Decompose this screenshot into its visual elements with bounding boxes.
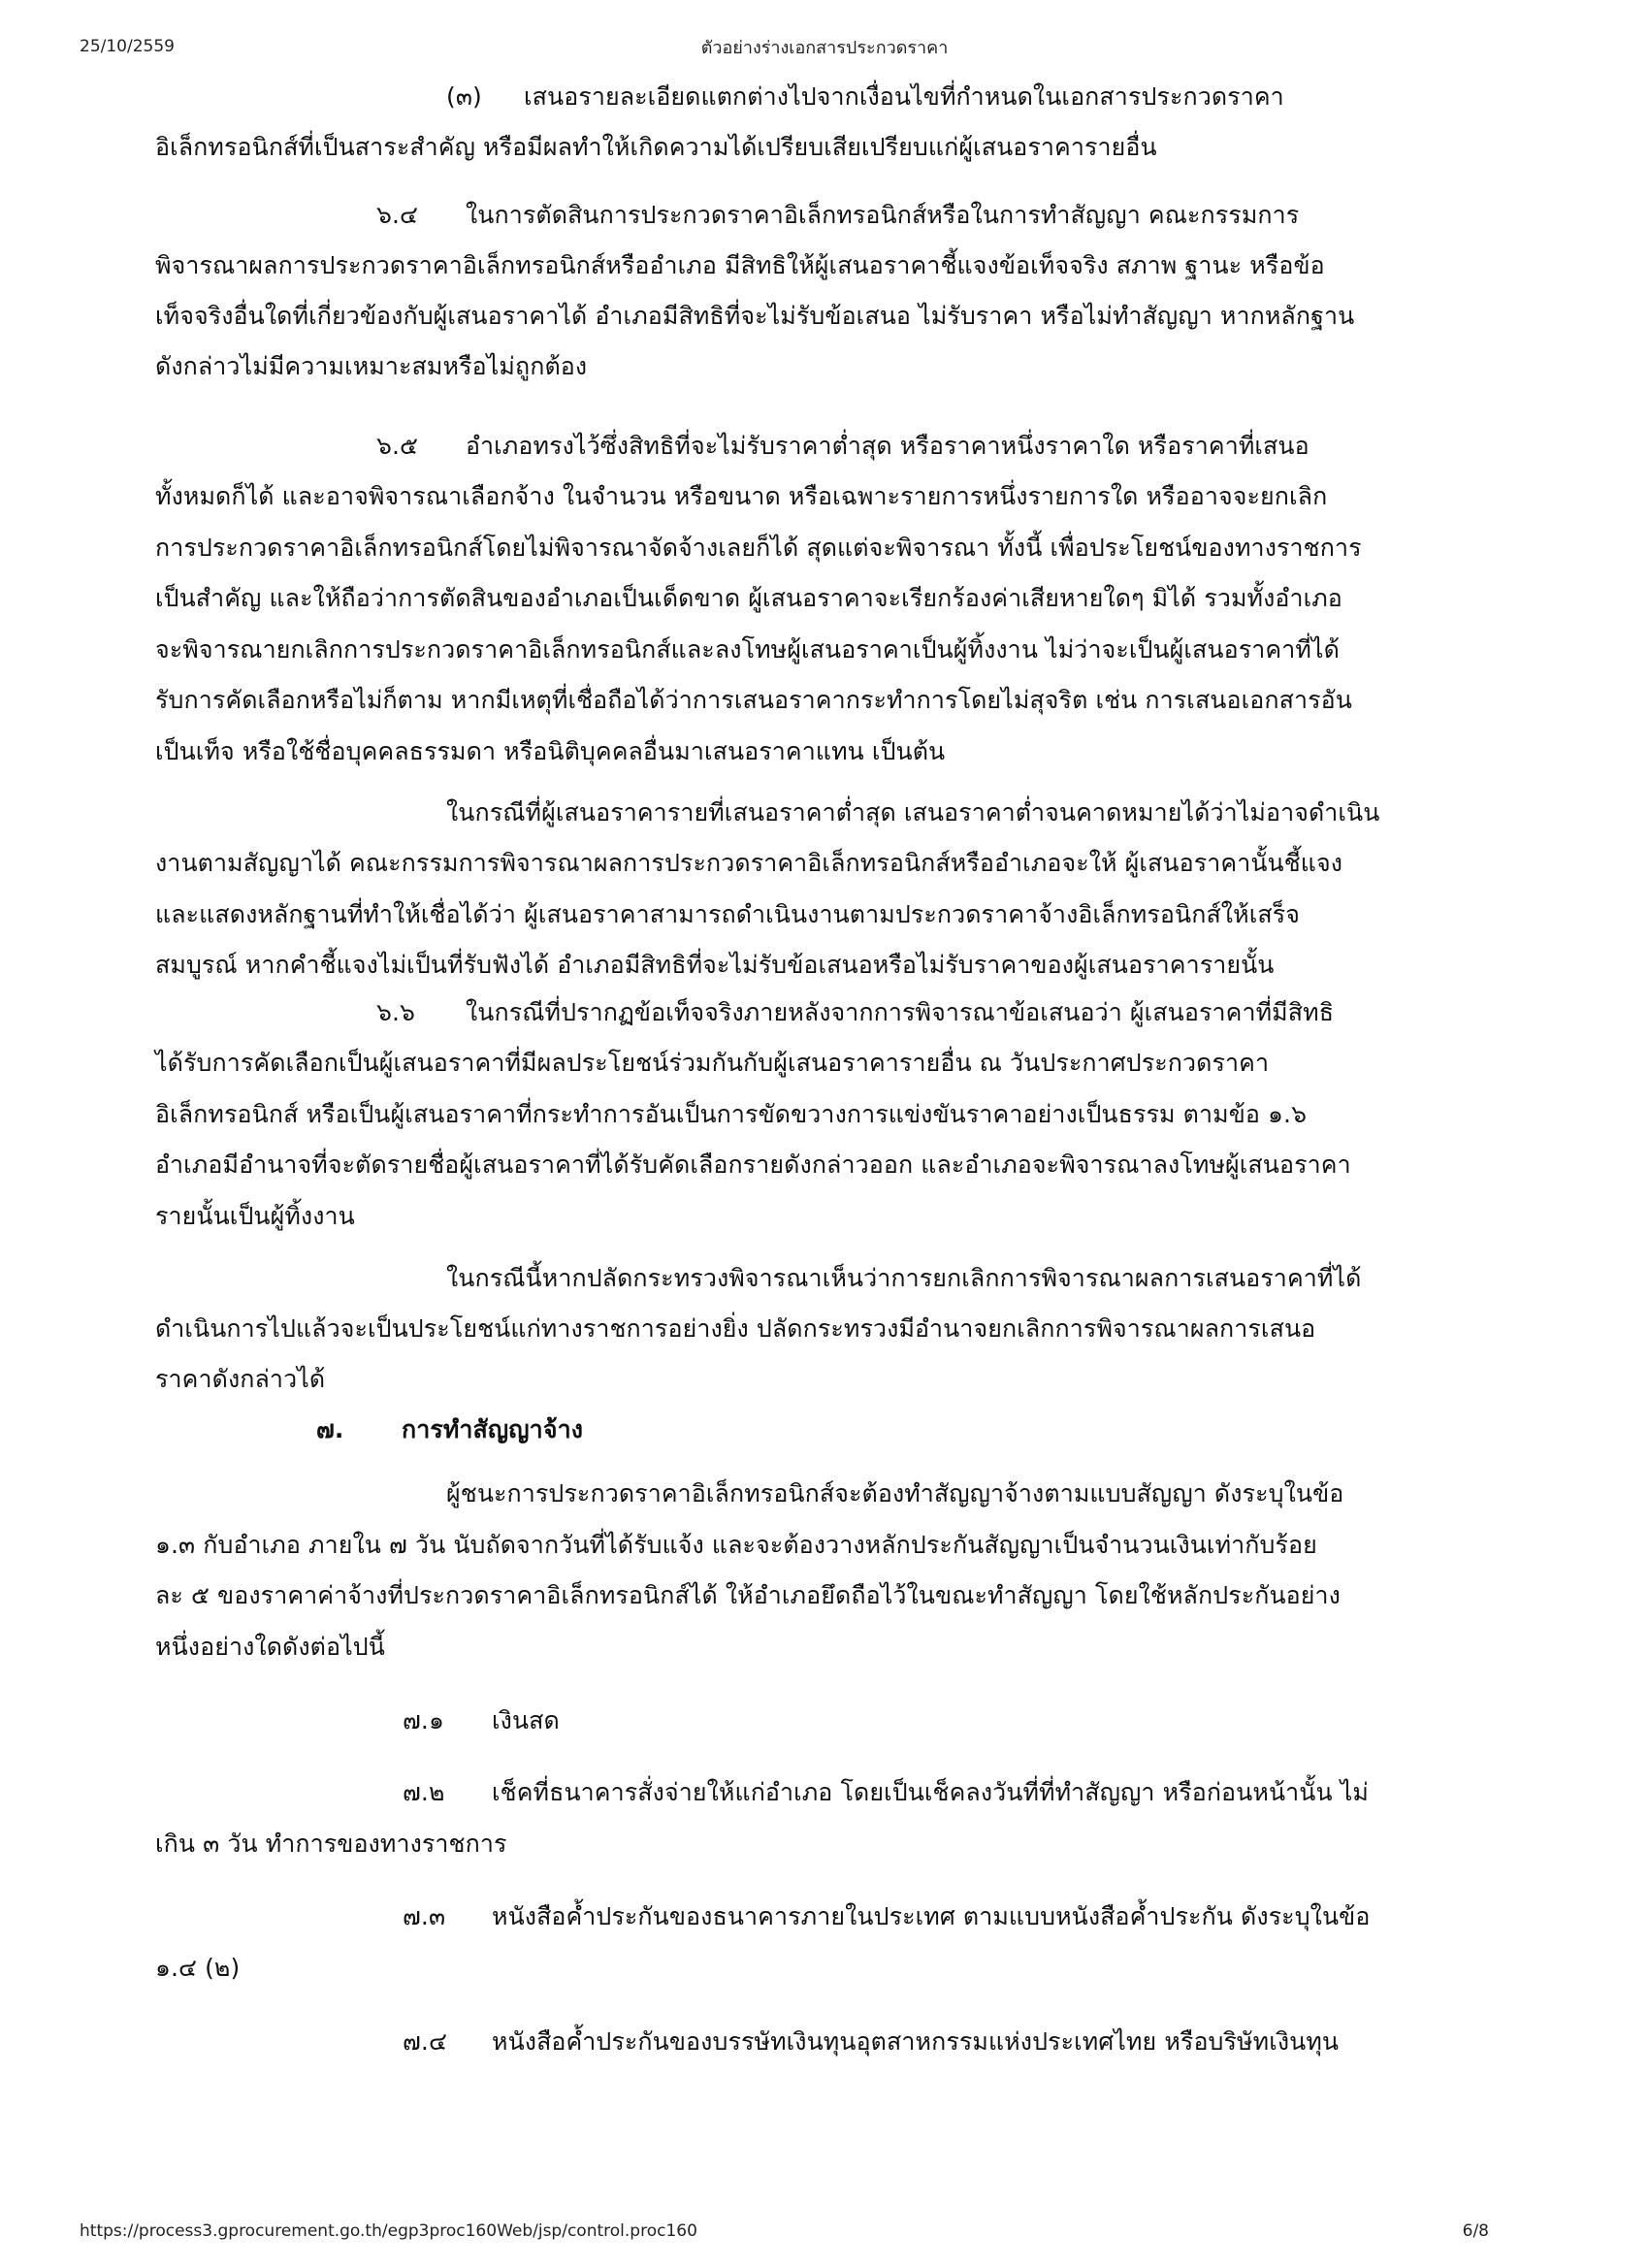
- line-text: หนังสือค้ำประกันของบรรษัทเงินทุนอุตสาหกรรมแห่งประเทศไทย หรือบริษัทเงินทุน: [492, 2027, 1340, 2056]
- item-number: (๓): [446, 82, 482, 111]
- paragraph-line: และแสดงหลักฐานที่ทำให้เชื่อได้ว่า ผู้เสนอราคาสามารถดำเนินงานตามประกวดราคาจ้างอิเล็กทรอนิกส์ให้เสร็จ: [155, 900, 1300, 928]
- paragraph-line: หนึ่งอย่างใดดังต่อไปนี้: [155, 1633, 385, 1661]
- paragraph-line: ราคาดังกล่าวได้: [155, 1365, 326, 1393]
- paragraph-line: งานตามสัญญาได้ คณะกรรมการพิจารณาผลการประกวดราคาอิเล็กทรอนิกส์หรืออำเภอจะให้ ผู้เสนอราคานั้นชี้แจง: [155, 849, 1343, 877]
- paragraph-line: อิเล็กทรอนิกส์ หรือเป็นผู้เสนอราคาที่กระทำการอันเป็นการขัดขวางการแข่งขันราคาอย่างเป็นธรรม ตามข้อ ๑.๖: [155, 1100, 1308, 1128]
- clause-number: ๗.๒: [403, 1778, 445, 1806]
- header-date: 25/10/2559: [80, 37, 175, 56]
- paragraph-line: [403, 2025, 1649, 2063]
- paragraph-line: อำเภอมีอำนาจที่จะตัดรายชื่อผู้เสนอราคาที่ได้รับคัดเลือกรายดังกล่าวออก และอำเภอจะพิจารณาลงโทษผู้เสนอราคา: [155, 1150, 1351, 1179]
- paragraph-line: รายนั้นเป็นผู้ทิ้งงาน: [155, 1202, 355, 1230]
- paragraph-line: ได้รับการคัดเลือกเป็นผู้เสนอราคาที่มีผลประโยชน์ร่วมกันกับผู้เสนอราคารายอื่น ณ วันประกาศประกวดราคา: [155, 1049, 1270, 1077]
- paragraph-line: [376, 198, 1649, 237]
- paragraph-line: ผู้ชนะการประกวดราคาอิเล็กทรอนิกส์จะต้องทำสัญญาจ้างตามแบบสัญญา ดังระบุในข้อ: [446, 1479, 1344, 1507]
- paragraph-line: [403, 1899, 1649, 1938]
- paragraph-line: อิเล็กทรอนิกส์ที่เป็นสาระสำคัญ หรือมีผลทำให้เกิดความได้เปรียบเสียเปรียบแก่ผู้เสนอราคารายอื่น: [155, 133, 1157, 161]
- clause-number: ๗.๓: [403, 1902, 446, 1930]
- line-text: ในการตัดสินการประกวดราคาอิเล็กทรอนิกส์หรือในการทำสัญญา คณะกรรมการ: [466, 201, 1300, 229]
- paragraph-line: สมบูรณ์ หากคำชี้แจงไม่เป็นที่รับฟังได้ อำเภอมีสิทธิที่จะไม่รับข้อเสนอหรือไม่รับราคาของผู้เสนอราคารายนั้น: [155, 951, 1275, 979]
- section-title: การทำสัญญาจ้าง: [402, 1415, 584, 1443]
- paragraph-line: ดำเนินการไปแล้วจะเป็นประโยชน์แก่ทางราชการอย่างยิ่ง ปลัดกระทรวงมีอำนาจยกเลิกการพิจารณาผลการเสนอ: [155, 1314, 1316, 1343]
- paragraph-line: เกิน ๓ วัน ทำการของทางราชการ: [155, 1830, 507, 1858]
- paragraph-line: ในกรณีนี้หากปลัดกระทรวงพิจารณาเห็นว่าการยกเลิกการพิจารณาผลการเสนอราคาที่ได้: [446, 1264, 1362, 1292]
- paragraph-line: ดังกล่าวไม่มีความเหมาะสมหรือไม่ถูกต้อง: [155, 352, 588, 380]
- section-heading: [316, 1412, 1616, 1451]
- paragraph-line: พิจารณาผลการประกวดราคาอิเล็กทรอนิกส์หรืออำเภอ มีสิทธิให้ผู้เสนอราคาชี้แจงข้อเท็จจริง สภาพ ฐานะ หรือข้อ: [155, 251, 1325, 279]
- paragraph-line: [446, 80, 1649, 118]
- line-text: เงินสด: [492, 1706, 560, 1734]
- clause-number: ๗.๑: [403, 1706, 444, 1734]
- clause-number: ๖.๔: [376, 201, 419, 229]
- paragraph-line: จะพิจารณายกเลิกการประกวดราคาอิเล็กทรอนิกส์และลงโทษผู้เสนอราคาเป็นผู้ทิ้งงาน ไม่ว่าจะเป็นผู้เสนอราคาที่ได้: [155, 635, 1340, 664]
- line-text: ในกรณีที่ปรากฏข้อเท็จจริงภายหลังจากการพิจารณาข้อเสนอว่า ผู้เสนอราคาที่มีสิทธิ: [466, 998, 1335, 1026]
- line-text: เสนอรายละเอียดแตกต่างไปจากเงื่อนไขที่กำหนดในเอกสารประกวดราคา: [524, 82, 1284, 111]
- clause-number: ๖.๕: [376, 432, 419, 460]
- clause-number: ๖.๖: [376, 998, 415, 1026]
- paragraph-line: เป็นสำคัญ และให้ถือว่าการตัดสินของอำเภอเป็นเด็ดขาด ผู้เสนอราคาจะเรียกร้องค่าเสียหายใดๆ มิได้ รวมทั้งอำเภอ: [155, 584, 1342, 612]
- paragraph-line: เป็นเท็จ หรือใช้ชื่อบุคคลธรรมดา หรือนิติบุคคลอื่นมาเสนอราคาแทน เป็นต้น: [155, 737, 946, 765]
- paragraph-line: ๑.๔ (๒): [155, 1954, 241, 1982]
- line-text: หนังสือค้ำประกันของธนาคารภายในประเทศ ตามแบบหนังสือค้ำประกัน ดังระบุในข้อ: [492, 1902, 1371, 1930]
- header-title: ตัวอย่างร่างเอกสารประกวดราคา: [700, 38, 949, 58]
- paragraph-line: ในกรณีที่ผู้เสนอราคารายที่เสนอราคาต่ำสุด เสนอราคาต่ำจนคาดหมายได้ว่าไม่อาจดำเนิน: [446, 798, 1380, 826]
- line-text: เช็คที่ธนาคารสั่งจ่ายให้แก่อำเภอ โดยเป็นเช็คลงวันที่ที่ทำสัญญา หรือก่อนหน้านั้น ไม่: [492, 1778, 1369, 1806]
- section-number: ๗.: [316, 1415, 344, 1443]
- clause-number: ๗.๔: [403, 2027, 447, 2056]
- paragraph-line: [403, 1775, 1649, 1814]
- paragraph-line: [376, 429, 1649, 468]
- footer-page-number: 6/8: [1462, 2221, 1489, 2241]
- footer-url: https://process3.gprocurement.go.th/egp3proc160Web/jsp/control.proc160: [80, 2221, 697, 2241]
- paragraph-line: เท็จจริงอื่นใดที่เกี่ยวข้องกับผู้เสนอราคาได้ อำเภอมีสิทธิที่จะไม่รับข้อเสนอ ไม่รับราคา หรือไม่ทำสัญญา หากหลักฐาน: [155, 302, 1355, 330]
- paragraph-line: ทั้งหมดก็ได้ และอาจพิจารณาเลือกจ้าง ในจำนวน หรือขนาด หรือเฉพาะรายการหนึ่งรายการใด หรืออาจจะยกเลิก: [155, 482, 1328, 510]
- paragraph-line: [403, 1703, 1649, 1742]
- paragraph-line: การประกวดราคาอิเล็กทรอนิกส์โดยไม่พิจารณาจัดจ้างเลยก็ได้ สุดแต่จะพิจารณา ทั้งนี้ เพื่อประโยชน์ของทางราชการ: [155, 534, 1362, 562]
- paragraph-line: รับการคัดเลือกหรือไม่ก็ตาม หากมีเหตุที่เชื่อถือได้ว่าการเสนอราคากระทำการโดยไม่สุจริต เช่น การเสนอเอกสารอัน: [155, 686, 1352, 714]
- paragraph-line: ละ ๕ ของราคาค่าจ้างที่ประกวดราคาอิเล็กทรอนิกส์ได้ ให้อำเภอยึดถือไว้ในขณะทำสัญญา โดยใช้หลักประกันอย่าง: [155, 1581, 1341, 1609]
- paragraph-line: ๑.๓ กับอำเภอ ภายใน ๗ วัน นับถัดจากวันที่ได้รับแจ้ง และจะต้องวางหลักประกันสัญญาเป็นจำนวนเงินเท่ากับร้อย: [155, 1531, 1317, 1559]
- line-text: อำเภอทรงไว้ซึ่งสิทธิที่จะไม่รับราคาต่ำสุด หรือราคาหนึ่งราคาใด หรือราคาที่เสนอ: [466, 432, 1310, 460]
- paragraph-line: [376, 995, 1649, 1034]
